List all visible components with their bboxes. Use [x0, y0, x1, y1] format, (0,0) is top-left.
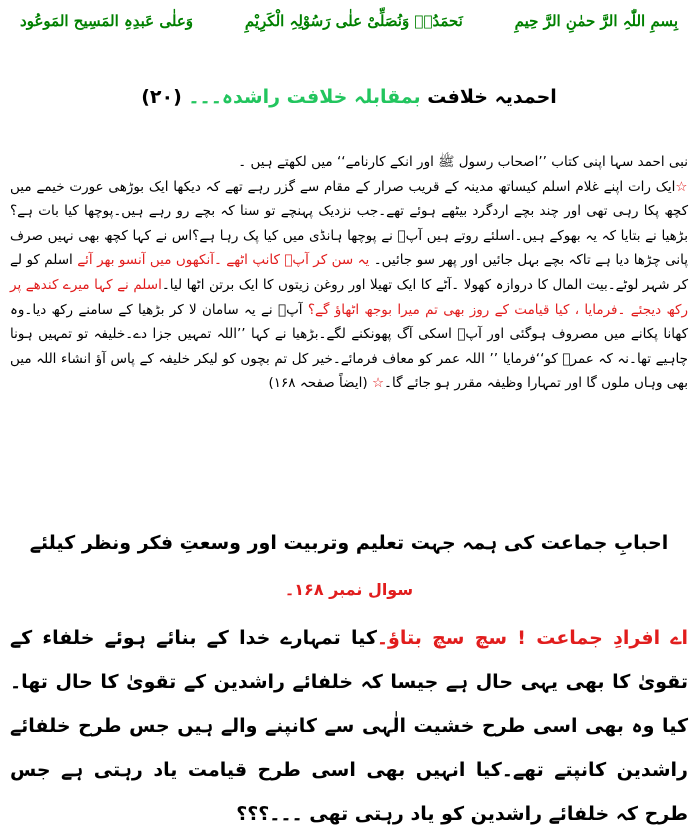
question-text	[10, 616, 688, 836]
section-subheading: احبابِ جماعت کی ہمہ جہت تعلیم وتربیت اور وسعتِ فکر ونظر کیلئے	[29, 532, 669, 554]
narrative-part-a: ایک رات اپنے غلام اسلم کیساتھ مدینہ کے قریب صرار کے مقام سے گزر رہے تھے کہ دیکھا ایک بوڑھی عورت خیمے میں کچھ پکا رہی تھی اور چند بچے اردگرد بیٹھے ہوئے تھے۔جب نزدیک پہنچے تو سنا کہ بچے رو رہے ہیں۔پوچھا کیا بات ہے؟ بڑھیا نے بتایا کہ یہ بھوکے ہیں۔اسلئے روتے ہیں آپؓ نے پوچھا ہانڈی میں کیا پک رہا ہے؟اس نے کہا کچھ بھی نہیں صرف پانی چڑھا دیا ہے تاکہ بچے بہل جائیں اور پھر سو جائیں۔	[10, 178, 689, 269]
narrative-highlight-b: اسلم نے کہا میرے کندھے پر رکھ دیجئے ۔فرمایا ، کیا قیامت کے روز بھی تم میرا بوجھ اٹھاؤ گے؟	[10, 276, 688, 318]
narrative-paragraph	[10, 175, 688, 396]
quoted-passage	[10, 150, 688, 396]
header-invocations	[20, 6, 678, 36]
title-part2: بمقابلہ خلافت راشدہ۔۔۔	[188, 86, 428, 108]
nahmaduhu: نَحمَدُہٗ وَنُصَلِّیْ علٰی رَسُوْلِہِ الْکَرِیْمِ	[244, 12, 463, 30]
star-icon: ☆	[371, 375, 385, 392]
title-part1: احمدیہ خلافت	[427, 86, 557, 108]
intro-line: نبی احمد سہا اپنی کتاب ’’اصحاب رسول ﷺ اور انکے کارنامے‘‘ میں لکھتے ہیں ۔	[238, 154, 688, 170]
reference: (ایضاً صفحہ ۱۶۸)	[268, 375, 368, 392]
wa-ala-abdihi: وَعلٰی عَبدِہِ المَسِیح المَوعُود	[20, 12, 194, 30]
narrative-highlight-a: یہ سن کر آپؓ کانپ اٹھے ۔آنکھوں میں آنسو بھر آئے	[77, 252, 370, 269]
narrative-part-c: آپؓ نے یہ سامان لا کر بڑھیا کے سامنے رکھ دیا۔وہ کھانا پکانے میں مصروف ہوگئی اور آپؓ اسکی آگ پھونکنے لگے۔بڑھیا نے کہا ’’اللہ تمہیں جزا دے۔خلیفہ تو تمہیں ہونا چاہیے تھا۔نہ کہ عمرؓ کو‘‘فرمایا ’’ اللہ عمر کو معاف فرمائے۔خیر کل تم بچوں کو لیکر خلیفہ کے پاس آؤ انشاء اللہ میں بھی وہاں ملوں گا اور تمہارا وظیفہ مقرر ہو جائے گا۔	[10, 301, 688, 392]
question-body: کیا تمہارے خدا کے بنائے ہوئے خلفاء کے تقویٰ کا بھی یہی حال ہے جیسا کہ خلفائے راشدین کے تقویٰ کا حال تھا۔کیا وہ بھی اسی طرح خشیت الٰہی سے کانپنے والے ہیں جس طرح خلفائے راشدین کانپتے تھے۔کیا انہیں بھی اسی طرح قیامت یاد رہتی ہے جس طرح کہ خلفائے راشدین کو یاد رہتی تھی ۔۔۔؟؟؟	[10, 627, 688, 825]
narrative-part-b: اسلم کو لے کر شہر لوٹے۔بیت المال کا دروازہ کھولا ۔آٹے کا ایک تھیلا اور روغن زیتوں کا ایک برتن اٹھا لیا۔	[10, 252, 689, 293]
star-icon: ☆	[675, 178, 688, 195]
bismillah: بِسمِ اللّٰہِ الرَّ حمٰنِ الرَّ حِیمِ	[514, 12, 678, 30]
question-block	[10, 616, 688, 836]
title-number: (۲۰)	[141, 86, 182, 108]
page-title	[0, 86, 698, 108]
question-address: اے افرادِ جماعت ! سچ سچ بتاؤ۔	[376, 627, 688, 649]
question-number: سوال نمبر ۱۶۸۔	[284, 580, 414, 599]
